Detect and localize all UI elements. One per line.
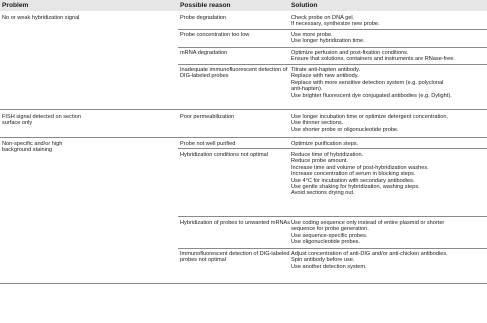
solution-cell-line: Adjust concentration of anti-DIG and/or anti-chicken antibodies.: [291, 251, 448, 257]
reason-cell: [180, 251, 289, 264]
solution-cell: [291, 220, 444, 246]
reason-cell: [180, 152, 268, 158]
row-divider: [0, 137, 487, 138]
solution-cell-line: Optimize perfusion and post-fixation conditions.: [291, 50, 409, 56]
reason-cell: [180, 114, 234, 120]
solution-cell-line: Use sequence-specific probes.: [291, 232, 368, 239]
solution-cell-line: Use thinner sections.: [291, 120, 344, 127]
reason-cell: [180, 32, 249, 38]
header-problem: Problem: [2, 2, 29, 9]
row-divider: [178, 47, 487, 48]
row-divider: [178, 216, 487, 217]
reason-cell: [180, 67, 287, 80]
solution-cell-line: Replace with more sensitive detection system (e.g. polyclonal: [291, 79, 444, 86]
solution-cell-line: Use oligonucleotide probes.: [291, 239, 361, 246]
solution-cell: [291, 67, 452, 99]
solution-cell: [291, 32, 365, 45]
solution-cell-line: sequence for probe generation.: [291, 226, 369, 233]
problem-cell: [2, 15, 79, 21]
solution-cell-line: Use more probe.: [291, 32, 333, 38]
problem-cell-line: background staining: [2, 147, 53, 154]
reason-cell-line: Inadequate immunofluorescent detection of: [180, 67, 288, 73]
solution-cell: [291, 50, 455, 63]
solution-cell-line: Avoid sections drying out.: [291, 190, 355, 197]
reason-cell-line: Hybridization conditions not optimal: [180, 152, 268, 158]
row-divider: [178, 148, 487, 149]
solution-cell: [291, 152, 429, 197]
solution-cell-line: Ensure that solutions, containers and instruments are RNase-free.: [291, 56, 455, 63]
solution-cell-line: Spin antibody before use.: [291, 257, 355, 264]
reason-cell-line: Probe concentration too low: [180, 32, 250, 38]
problem-cell: [2, 114, 81, 127]
reason-cell: [180, 15, 226, 21]
solution-cell-line: Reduce probe amount.: [291, 158, 348, 165]
problem-cell-line: Non-specific and/or high: [2, 141, 63, 147]
reason-cell-line: mRNA degradation: [180, 50, 228, 56]
solution-cell-line: Use coding sequence only instead of entire plasmid or shorter: [291, 220, 445, 226]
solution-cell-line: anti-hapten).: [291, 86, 323, 93]
solution-cell-line: Titrate anti-hapten antibody.: [291, 67, 361, 73]
solution-cell: [291, 15, 380, 28]
problem-cell-line: surface only: [2, 120, 33, 127]
solution-cell-line: Use longer incubation time or optimize detergent concentration.: [291, 114, 449, 120]
solution-cell-line: Use gentle shaking for hybridization, washing steps.: [291, 184, 420, 191]
solution-cell-line: Increase time and volume of post-hybridization washes.: [291, 164, 429, 171]
table-header: [0, 0, 487, 11]
header-reason: Possible reason: [180, 2, 231, 9]
solution-cell: [291, 141, 358, 147]
solution-cell-line: Increase concentration of serum in blocking steps.: [291, 171, 416, 178]
row-divider: [0, 109, 487, 110]
solution-cell-line: If necessary, synthesize new probe.: [291, 21, 380, 28]
problem-cell-line: No or weak hybridization signal: [2, 15, 80, 21]
solution-cell-line: Reduce time of hybridization.: [291, 152, 364, 158]
row-divider: [0, 283, 487, 284]
reason-cell-line: Immunofluorescent detection of DIG-labeled: [180, 251, 290, 257]
solution-cell-line: Use longer hybridization time.: [291, 38, 365, 45]
reason-cell: [180, 50, 227, 56]
reason-cell-line: Poor permeabilization: [180, 114, 235, 120]
reason-cell-line: Hybridization of probes to unwanted mRNAs: [180, 220, 291, 226]
solution-cell-line: Use another detection system.: [291, 263, 367, 270]
reason-cell-line: probes not optimal: [180, 257, 227, 264]
problem-cell: [2, 141, 62, 154]
reason-cell-line: DIG-labeled probes: [180, 73, 229, 80]
solution-cell-line: Replace with new antibody.: [291, 73, 359, 80]
row-divider: [178, 29, 487, 30]
row-divider: [178, 248, 487, 249]
row-divider: [178, 64, 487, 65]
solution-cell-line: Optimize purification steps.: [291, 141, 359, 147]
reason-cell-line: Probe degradation: [180, 15, 227, 21]
reason-cell: [180, 220, 290, 226]
solution-cell-line: Use 4°C for incubation with secondary antibodies.: [291, 177, 415, 184]
solution-cell-line: Use brighter fluorescent dye conjugated antibodies (e.g. Dylight).: [291, 92, 452, 99]
reason-cell-line: Probe not well purified: [180, 141, 236, 147]
reason-cell: [180, 141, 235, 147]
solution-cell-line: Check probe on DNA gel.: [291, 15, 355, 21]
solution-cell: [291, 114, 448, 133]
problem-cell-line: FISH signal detected on section: [2, 114, 81, 120]
solution-cell: [291, 251, 448, 270]
solution-cell-line: Use shorter probe or oligonucleotide probe.: [291, 126, 399, 133]
header-solution: Solution: [291, 2, 318, 9]
